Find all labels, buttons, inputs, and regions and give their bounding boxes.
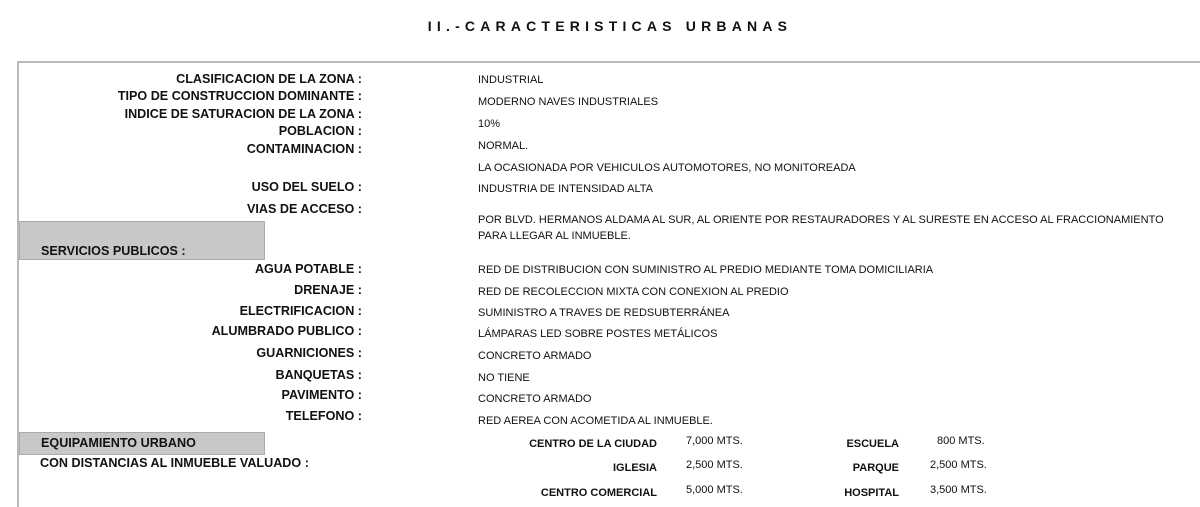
equipment-distance-centro-comercial: 5,000 MTS. [686, 484, 743, 496]
value-banquetas: NO TIENE [478, 372, 530, 384]
equipment-name-parque: PARQUE [852, 462, 899, 474]
label-telefono: TELEFONO : [285, 409, 362, 423]
value-agua-potable: RED DE DISTRIBUCION CON SUMINISTRO AL PREDIO MEDIANTE TOMA DOMICILIARIA [478, 264, 934, 276]
label-guarniciones: GUARNICIONES : [256, 346, 362, 360]
value-drenaje: RED DE RECOLECCION MIXTA CON CONEXION AL PREDIO [478, 286, 789, 298]
label-vias-acceso: VIAS DE ACCESO : [247, 202, 362, 216]
equipment-subheading: CON DISTANCIAS AL INMUEBLE VALUADO : [40, 456, 309, 470]
label-pavimento: PAVIMENTO : [281, 388, 362, 402]
equipment-distance-hospital: 3,500 MTS. [930, 484, 987, 496]
value-telefono: RED AEREA CON ACOMETIDA AL INMUEBLE. [478, 415, 713, 427]
equipment-name-centro-ciudad: CENTRO DE LA CIUDAD [529, 438, 657, 450]
label-tipo-construccion: TIPO DE CONSTRUCCION DOMINANTE : [117, 89, 362, 103]
value-contaminacion: LA OCASIONADA POR VEHICULOS AUTOMOTORES, NO MONITOREADA [478, 162, 856, 174]
label-poblacion: POBLACION : [278, 124, 362, 138]
equipment-distance-parque: 2,500 MTS. [930, 459, 987, 471]
equipment-name-hospital: HOSPITAL [844, 487, 899, 499]
value-poblacion: NORMAL. [478, 140, 529, 152]
label-clasificacion-zona: CLASIFICACION DE LA ZONA : [176, 72, 362, 86]
equipment-distance-escuela: 800 MTS. [937, 435, 985, 447]
equipment-heading-box [19, 432, 265, 455]
value-vias-acceso: POR BLVD. HERMANOS ALDAMA AL SUR, AL ORIENTE POR RESTAURADORES Y AL SURESTE EN ACCESO AL FRACCIONAMIENTO PARA LLEGAR AL INMUEBLE. [478, 214, 1164, 242]
section-title: II.-CARACTERISTICAS URBANAS [427, 18, 793, 34]
label-contaminacion: CONTAMINACION : [246, 142, 362, 156]
value-pavimento: CONCRETO ARMADO [478, 393, 592, 405]
equipment-distance-iglesia: 2,500 MTS. [686, 459, 743, 471]
label-banquetas: BANQUETAS : [275, 368, 362, 382]
label-electrificacion: ELECTRIFICACION : [239, 304, 362, 318]
services-heading-box [19, 221, 265, 260]
value-guarniciones: CONCRETO ARMADO [478, 350, 592, 362]
value-electrificacion: SUMINISTRO A TRAVES DE REDSUBTERRÁNEA [478, 307, 730, 319]
equipment-distance-centro-ciudad: 7,000 MTS. [686, 435, 743, 447]
label-alumbrado-publico: ALUMBRADO PUBLICO : [211, 324, 362, 338]
label-uso-suelo: USO DEL SUELO : [251, 180, 362, 194]
value-tipo-construccion: MODERNO NAVES INDUSTRIALES [478, 96, 659, 108]
value-indice-saturacion: 10% [478, 118, 501, 130]
label-agua-potable: AGUA POTABLE : [254, 262, 362, 276]
frame-top-border [17, 61, 1200, 63]
label-indice-saturacion: INDICE DE SATURACION DE LA ZONA : [124, 107, 362, 121]
equipment-heading: EQUIPAMIENTO URBANO [41, 436, 196, 450]
label-drenaje: DRENAJE : [294, 283, 362, 297]
equipment-name-iglesia: IGLESIA [612, 462, 657, 474]
value-clasificacion-zona: INDUSTRIAL [478, 74, 544, 86]
value-uso-suelo: INDUSTRIA DE INTENSIDAD ALTA [478, 183, 654, 195]
value-alumbrado-publico: LÁMPARAS LED SOBRE POSTES METÁLICOS [478, 328, 718, 340]
equipment-name-escuela: ESCUELA [846, 438, 899, 450]
equipment-name-centro-comercial: CENTRO COMERCIAL [540, 487, 657, 499]
services-heading: SERVICIOS PUBLICOS : [41, 244, 186, 258]
